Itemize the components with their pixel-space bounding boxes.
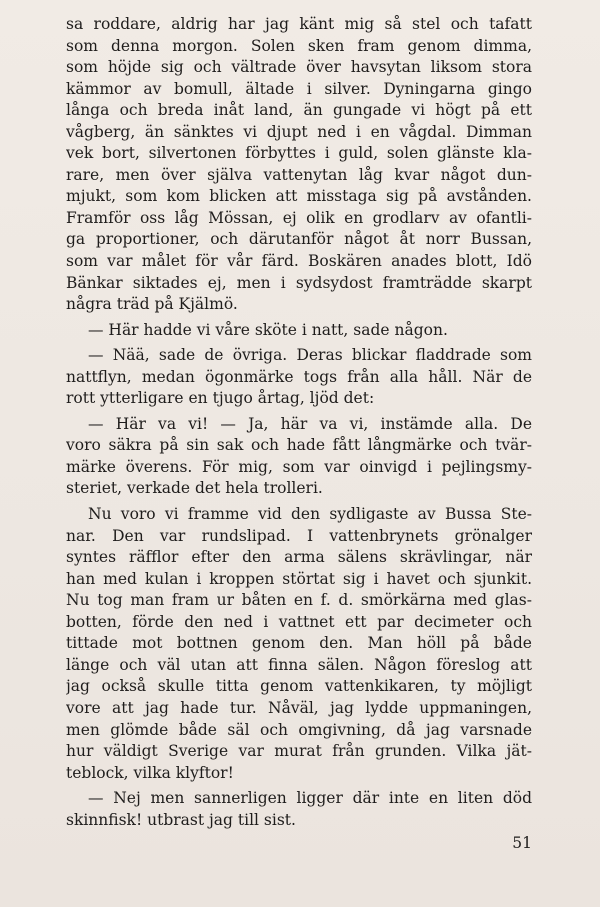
text-line: som höjde sig och vältrade över havsytan liksom stora bbox=[66, 58, 532, 77]
text-line: han med kulan i kroppen störtat sig i havet och sjunkit. bbox=[66, 569, 532, 588]
text-line: märke överens. För mig, som var oinvigd i pejlingsmy- bbox=[66, 457, 532, 476]
text-line: Nu voro vi framme vid den sydligaste av Bussa Ste- bbox=[88, 505, 532, 524]
text-line: mjukt, som kom blicken att misstaga sig på avstånden. bbox=[66, 187, 532, 206]
text-line: — Nää, sade de övriga. Deras blickar fladdrade som bbox=[88, 346, 532, 365]
text-line: tittade mot bottnen genom den. Man höll på både bbox=[66, 634, 532, 653]
text-line: sa roddare, aldrig har jag känt mig så stel och tafatt bbox=[66, 15, 532, 33]
text-line: vek bort, silvertonen förbyttes i guld, solen glänste kla- bbox=[66, 144, 532, 163]
text-line: syntes räfflor efter den arma sälens skrävlingar, när bbox=[66, 548, 532, 567]
text-line: vore att jag hade tur. Nåväl, jag lydde uppmaningen, bbox=[66, 698, 532, 717]
text-line: — Nej men sannerligen ligger där inte en liten död bbox=[88, 789, 532, 808]
text-line: teblock, vilka klyftor! bbox=[66, 763, 234, 782]
text-line: nar. Den var rundslipad. I vattenbrynets grönalger bbox=[66, 526, 532, 545]
paragraph bbox=[66, 788, 532, 831]
text-line: rott ytterligare en tjugo årtag, ljöd det: bbox=[66, 389, 375, 408]
paragraph bbox=[66, 14, 532, 316]
text-line: jag också skulle titta genom vattenkikaren, ty möjligt bbox=[66, 677, 532, 696]
text-line: botten, förde den ned i vattnet ett par decimeter och bbox=[66, 612, 532, 631]
paragraph bbox=[66, 320, 532, 342]
text-line: Framför oss låg Mössan, ej olik en grodlarv av ofantli- bbox=[66, 208, 532, 227]
text-line: hur väldigt Sverige var murat från grunden. Vilka jät- bbox=[66, 742, 532, 761]
text-line: rare, men över själva vattenytan låg kvar något dun- bbox=[66, 165, 532, 184]
text-line: som denna morgon. Solen sken fram genom dimma, bbox=[66, 36, 532, 55]
text-line: skinnfisk! utbrast jag till sist. bbox=[66, 810, 296, 829]
text-line: — Här va vi! — Ja, här va vi, instämde alla. De bbox=[88, 414, 532, 433]
page-number: 51 bbox=[512, 834, 532, 852]
text-line: — Här hadde vi våre sköte i natt, sade någon. bbox=[88, 320, 448, 339]
text-line: länge och väl utan att finna sälen. Någon föreslog att bbox=[66, 655, 532, 674]
text-line: nattflyn, medan ögonmärke togs från alla håll. När de bbox=[66, 367, 532, 386]
text-line: några träd på Kjälmö. bbox=[66, 295, 238, 314]
text-line: Bänkar siktades ej, men i sydsydost framträdde skarpt bbox=[66, 273, 532, 292]
paragraph bbox=[66, 345, 532, 410]
text-line: voro säkra på sin sak och hade fått långmärke och tvär- bbox=[66, 436, 532, 455]
text-line: kämmor av bomull, ältade i silver. Dyningarna gingo bbox=[66, 79, 532, 98]
text-line: långa och breda inåt land, än gungade vi högt på ett bbox=[66, 101, 532, 120]
paragraph bbox=[66, 504, 532, 784]
text-line: Nu tog man fram ur båten en f. d. smörkärna med glas- bbox=[66, 591, 532, 610]
paragraph bbox=[66, 414, 532, 500]
text-line: steriet, verkade det hela trolleri. bbox=[66, 479, 323, 498]
text-line: ga proportioner, och därutanför något åt norr Bussan, bbox=[66, 230, 532, 249]
text-line: men glömde både säl och omgivning, då jag varsnade bbox=[66, 720, 532, 739]
text-line: som var målet för vår färd. Boskären anades blott, Idö bbox=[66, 252, 532, 271]
text-line: vågberg, än sänktes vi djupt ned i en vågdal. Dimman bbox=[66, 122, 532, 141]
body-text bbox=[66, 14, 532, 831]
